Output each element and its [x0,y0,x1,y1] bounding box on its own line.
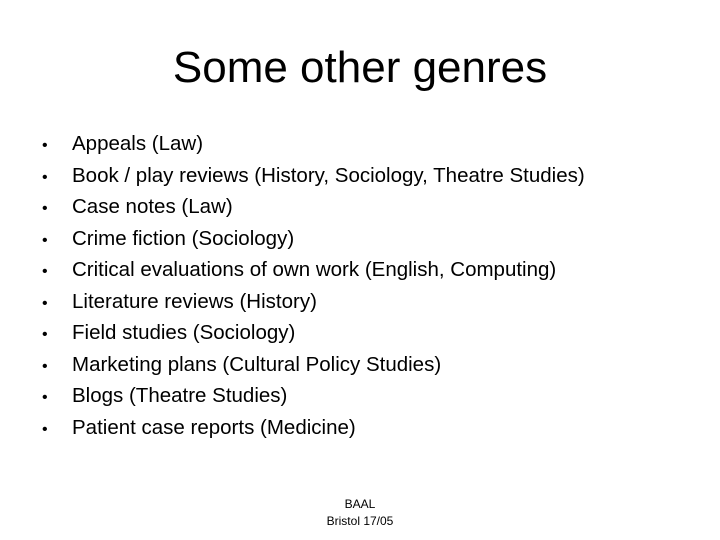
list-item [42,191,702,223]
bullet-icon: • [42,137,48,154]
bullet-icon: • [42,326,48,343]
list-item [42,380,702,412]
bullet-icon: • [42,420,48,438]
slide-footer [0,496,720,530]
list-item [42,349,702,381]
footer-line-organization: BAAL [344,497,376,511]
list-item [42,223,702,255]
list-item-label: Marketing plans (Cultural Policy Studies) [72,352,442,376]
list-item-label: Book / play reviews (History, Sociology, Theatre Studies) [72,163,585,187]
slide-title: Some other genres [172,43,548,92]
list-item [42,412,702,444]
list-item [42,286,702,318]
list-item-label: Field studies (Sociology) [72,321,296,344]
footer-line-location-date: Bristol 17/05 [326,514,394,528]
bullet-icon: • [42,389,48,406]
list-item-label: Critical evaluations of own work (English, Computing) [72,258,557,281]
genre-list [42,128,702,443]
list-item [42,254,702,286]
list-item-label: Crime fiction (Sociology) [72,226,295,250]
list-item-label: Case notes (Law) [72,195,233,218]
bullet-icon: • [42,357,48,375]
list-item-label: Appeals (Law) [72,132,204,155]
list-item-label: Literature reviews (History) [72,289,317,313]
list-item [42,160,702,192]
bullet-icon: • [42,294,48,312]
list-item-label: Patient case reports (Medicine) [72,415,356,439]
bullet-icon: • [42,168,48,186]
list-item [42,317,702,349]
bullet-icon: • [42,231,48,249]
bullet-icon: • [42,200,48,217]
list-item [42,128,702,160]
bullet-icon: • [42,263,48,280]
list-item-label: Blogs (Theatre Studies) [72,384,288,407]
